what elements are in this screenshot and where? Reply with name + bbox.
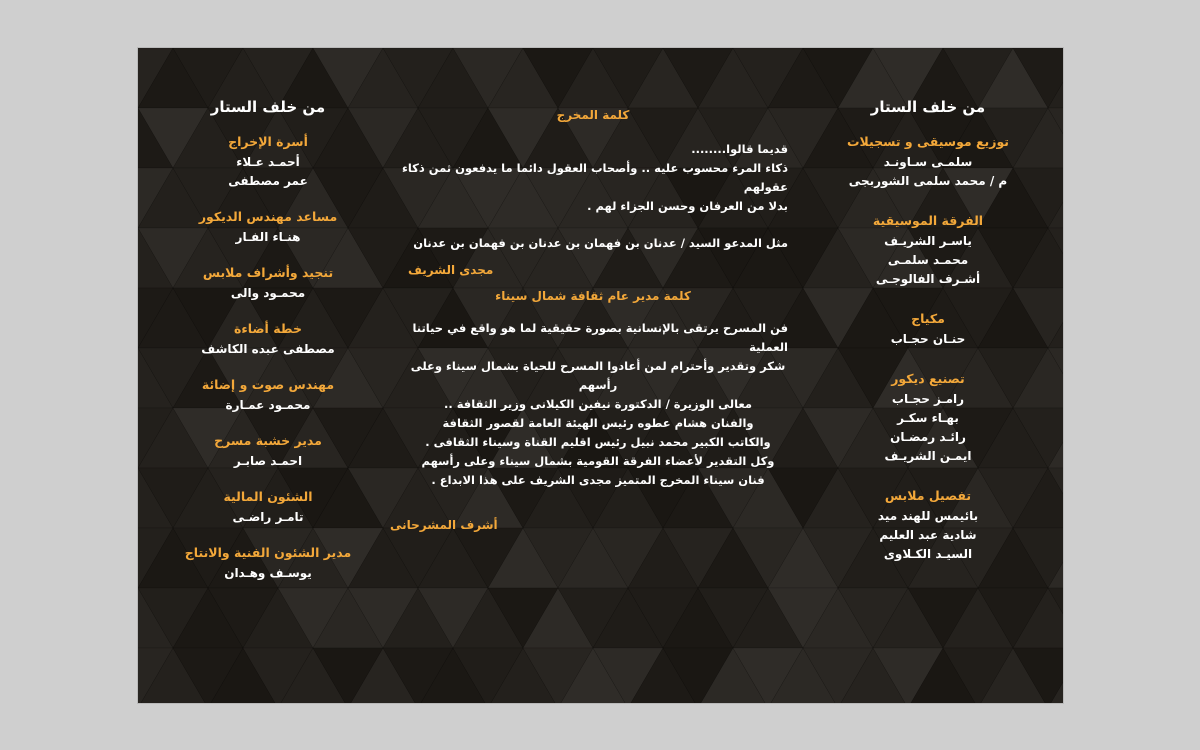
credit-group [178,265,358,303]
credit-name: مصطفى عبده الكاشف [201,342,335,356]
manager-line: والفنان هشام عطوه رئيس الهيئة العامة لقصور الثقافة [442,416,754,430]
credit-group [178,134,358,191]
credit-name: م / محمد سلمى الشوربجى [848,174,1008,188]
credit-role: مساعد مهندس الديكور [198,209,338,224]
manager-line: شكر وتقدير وأحترام لمن أعادوا المسرح للحياة بشمال سيناء وعلى رأسهم [410,359,786,392]
credit-name: احمـد صابـر [233,454,303,468]
credit-role: توزيع موسيقى و تسجيلات [847,134,1009,149]
left-credits-column [178,98,358,583]
director-word-heading: كلمة المخرج [556,108,630,122]
credit-name: ايمـن الشريـف [884,449,972,463]
credit-name: ياسـر الشريـف [884,234,972,248]
credit-name: أحمـد عـلاء [236,155,300,169]
credit-name: بائيمس للهند ميد [877,509,979,523]
brochure-spread [138,48,1063,703]
credit-group [838,311,1018,349]
proverb-line: مثل المدعو السيد / عدنان بن فهمان بن عدنان بن فهمان بن عدنان [413,236,788,250]
credit-name: أشـرف الفالوجـى [875,272,981,286]
manager-line: فنان سيناء المخرج المتميز مجدى الشريف على هذا الابداع . [431,473,765,487]
manager-signature: أشرف المشرحانى [390,518,498,532]
manager-line: فن المسرح يرتقى بالإنسانية بصورة حقيقية لما هو واقع في حياتنا العملية [412,321,788,354]
credit-group [838,488,1018,564]
credit-group [178,377,358,415]
manager-line: والكاتب الكبير محمد نبيل رئيس اقليم القناة وسيناء الثقافى . [425,435,771,449]
left-groups [178,134,358,583]
right-credits-column [838,98,1018,564]
credit-role: تنجيد وأشراف ملابس [202,265,334,280]
left-column-title: من خلف الستار [210,98,326,116]
credit-name: شادية عبد العليم [879,528,977,542]
manager-line: وكل التقدير لأعضاء الفرقة القومية بشمال سيناء وعلى رأسهم [421,454,775,468]
credit-name: رامـز حجـاب [891,392,965,406]
director-line: ذكاء المرء محسوب عليه .. وأصحاب العقول دائما ما يدفعون ثمن ذكاء عقولهم [401,161,788,194]
credit-group [178,489,358,527]
credit-role: خطة أضاءة [234,321,302,336]
credit-name: رائـد رمضـان [890,430,966,444]
credit-group [838,134,1018,191]
middle-column [388,108,798,532]
credit-name: هنـاء الفـار [235,230,301,244]
credit-name: محمـود والى [230,286,306,300]
credit-name: محمـود عمـارة [225,398,311,412]
credit-role: تصنيع ديكور [891,371,965,386]
credit-group [838,371,1018,466]
credit-name: محمـد سلمـى [887,253,969,267]
director-line: قديما قالوا........ [691,142,788,156]
credit-role: مهندس صوت و إضائة [201,377,335,392]
credit-name: تامـر راضـى [232,510,304,524]
credit-role: مدير خشبة مسرح [214,433,322,448]
manager-word-heading: كلمة مدير عام ثقافة شمال سيناء [495,289,691,303]
credit-role: تفصيل ملابس [884,488,972,503]
right-groups [838,134,1018,564]
credit-name: بهـاء سكـر [897,411,959,425]
manager-line: معالى الوزيرة / الدكتورة نيفين الكيلانى وزير الثقافة .. [443,397,753,411]
credit-role: أسرة الإخراج [228,134,308,149]
credit-role: مدير الشئون الفنية والانتاج [184,545,352,560]
credit-group [178,321,358,359]
credit-group [178,545,358,583]
credit-name: يوسـف وهـدان [224,566,312,580]
credit-name: السيـد الكـلاوى [883,547,973,561]
credit-group [178,209,358,247]
right-column-title: من خلف الستار [870,98,986,116]
director-signature: مجدى الشريف [408,263,494,277]
credit-role: الفرقة الموسيقية [872,213,984,228]
credit-name: حنـان حجـاب [890,332,966,346]
credit-role: مكياج [911,311,945,326]
credit-name: سلمـى سـاونـد [883,155,973,169]
credit-group [178,433,358,471]
credit-name: عمر مصطفى [228,174,308,188]
credit-group [838,213,1018,289]
credit-role: الشئون المالية [223,489,313,504]
director-line: بدلا من العرفان وحسن الجزاء لهم . [587,199,788,213]
